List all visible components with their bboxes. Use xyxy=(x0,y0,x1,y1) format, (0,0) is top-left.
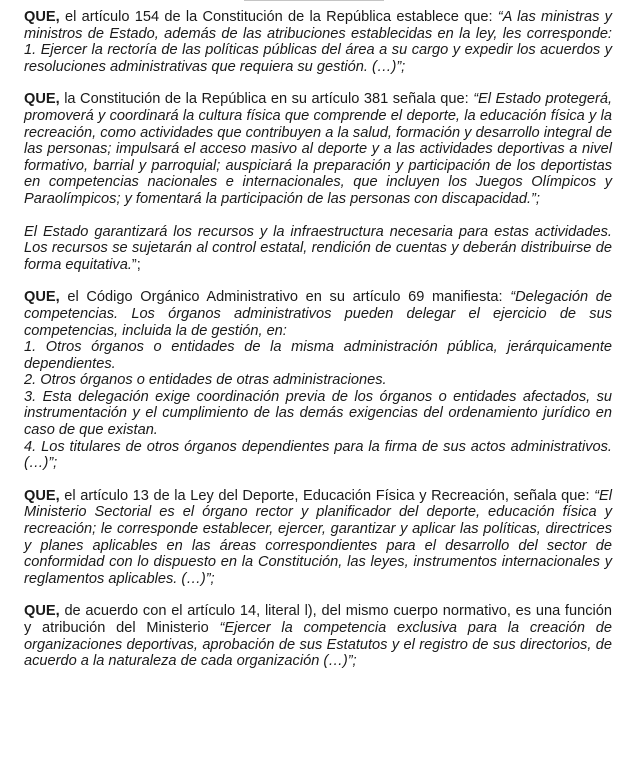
paragraph-quote: “Ejercer la competencia exclusiva para la creación de organizaciones deportivas, aprobación de sus Estatutos y el registro de sus directorios, de acuerdo a la naturaleza de cada organización (…)”; xyxy=(24,620,612,670)
paragraph-quote: “El Estado protegerá, promoverá y coordinará la cultura física que comprende el deporte, la educación física y la recreación, como actividades que contribuyen a la salud, formación y desarrollo integral de las personas; impulsará el acceso masivo al deporte y a las actividades deportivas a nivel formativo, barrial y parroquial; auspiciará la preparación y participación de los deportistas en competencias nacionales e internacionales, que incluyen los Juegos Olímpicos y Paraolímpicos; y fomentará la participación de las personas con discapacidad.”; xyxy=(24,91,612,207)
paragraph-quote: “El Ministerio Sectorial es el órgano rector y planificador del deporte, educación física y recreación; le corresponde establecer, ejercer, garantizar y aplicar las políticas, directrices y planes aplicables en las áreas correspondientes para el desarrollo del sector de conformidad con lo dispuesto en la Constitución, las leyes, instrumentos internacionales y reglamentos aplicables. (…)”; xyxy=(24,487,612,587)
paragraph-art-381-continued xyxy=(24,224,612,274)
paragraph-tail: ”; xyxy=(131,256,141,273)
paragraph-quote: “A las ministras y ministros de Estado, además de las atribuciones establecidas en la ley, les corresponde: 1. Ejercer la rectoría de las políticas públicas del área a su cargo y expedir los acuerdos y resoluciones administrativas que requiera su gestión. (…)”; xyxy=(24,9,612,75)
document-page xyxy=(24,0,612,686)
list-item: 4. Los titulares de otros órganos dependientes para la firma de sus actos administrativos. (…)”; xyxy=(24,438,612,472)
paragraph-coa-art-69 xyxy=(24,289,612,472)
paragraph-quote: El Estado garantizará los recursos y la infraestructura necesaria para estas actividades. Los recursos se sujetarán al control estatal, rendición de cuentas y deberán distribuirse de forma equitativa. xyxy=(24,223,612,273)
paragraph-ley-deporte-art-13 xyxy=(24,488,612,588)
paragraph-quote: “Delegación de competencias. Los órganos administrativos pueden delegar el ejercicio de sus competencias, incluida la de gestión, en: xyxy=(24,289,613,339)
paragraph-text: el Código Orgánico Administrativo en su artículo 69 manifiesta: xyxy=(59,289,511,306)
paragraph-lead: QUE, xyxy=(24,603,60,620)
paragraph-art-14-literal-l xyxy=(24,603,612,669)
list-item: 3. Esta delegación exige coordinación previa de los órganos o entidades afectados, su instrumentación y el cumplimiento de las demás exigencias del ordenamiento jurídico en caso de que existan. xyxy=(24,388,612,439)
paragraph-art-154 xyxy=(24,9,612,75)
paragraph-text: el artículo 154 de la Constitución de la República establece que: xyxy=(59,9,498,25)
paragraph-text: de acuerdo con el artículo 14, literal l), del mismo cuerpo normativo, es una función y atribución del Ministerio xyxy=(24,603,612,636)
list-item: 2. Otros órganos o entidades de otras administraciones. xyxy=(24,372,387,389)
list-item: 1. Otros órganos o entidades de la misma administración pública, jerárquicamente dependientes. xyxy=(24,339,612,372)
paragraph-lead: QUE, xyxy=(24,487,60,504)
paragraph-lead: QUE, xyxy=(24,9,60,25)
paragraph-art-381 xyxy=(24,91,612,207)
paragraph-lead: QUE, xyxy=(24,91,60,108)
paragraph-text: el artículo 13 de la Ley del Deporte, Educación Física y Recreación, señala que: xyxy=(59,487,595,504)
paragraph-lead: QUE, xyxy=(24,289,60,306)
paragraph-text: la Constitución de la República en su artículo 381 señala que: xyxy=(59,91,474,108)
cropped-heading-fragment xyxy=(244,0,384,9)
